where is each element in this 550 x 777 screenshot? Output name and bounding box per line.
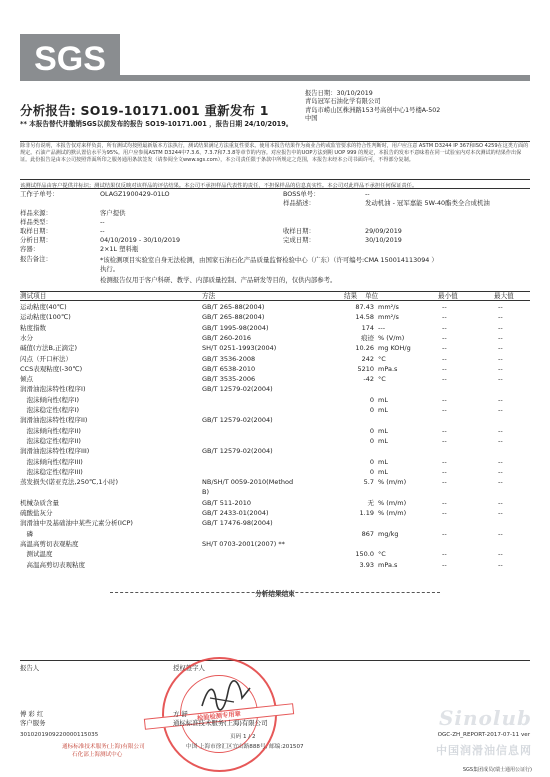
divider-disclaimer <box>20 179 530 180</box>
cell-unit: % (m/m) <box>378 498 407 507</box>
cell-item: 运动粘度(40℃) <box>20 303 67 311</box>
cell-method: GB/T 511-2010 <box>202 498 252 507</box>
cell-unit: mL <box>378 426 388 435</box>
table-row <box>20 405 530 415</box>
table-row <box>20 508 530 518</box>
receipt-date-label: 收样日期： <box>283 227 315 235</box>
cell-min: -- <box>442 467 447 476</box>
table-row <box>20 364 530 374</box>
cell-result: 3.93 <box>359 560 374 569</box>
cell-max: -- <box>498 395 503 404</box>
report-date: 30/10/2019 <box>336 90 373 97</box>
completion-date-label: 完成日期： <box>283 236 315 244</box>
company-address: 中国 上海市徐汇区宜山路888号, 邮编:201507 <box>186 744 304 750</box>
cell-result: 150.0 <box>355 550 374 559</box>
container: 2×1L 塑料瓶 <box>100 245 139 253</box>
sgs-logo-mark <box>27 41 113 75</box>
cell-min: -- <box>442 509 447 517</box>
cell-min: -- <box>442 436 447 445</box>
cell-method: GB/T 265-88(2004) <box>202 303 265 311</box>
table-row <box>20 457 530 467</box>
table-row <box>20 446 530 456</box>
table-row <box>20 343 530 353</box>
cell-min: -- <box>442 313 447 322</box>
sample-source: 客户提供 <box>100 209 126 217</box>
cell-unit: % (m/m) <box>378 509 407 517</box>
signer-name: 方 舒 <box>173 710 188 718</box>
cell-max: -- <box>498 426 503 435</box>
remark-2: 检测报告仅用于客户科研、教学、内部质量控制、产品研发等目的，仅供内部参考。 <box>100 276 337 284</box>
table-row <box>20 560 530 570</box>
analysis-date: 04/10/2019 - 30/10/2019 <box>100 236 181 244</box>
boss-label: BOSS单号： <box>283 190 320 198</box>
cell-max: -- <box>498 375 503 384</box>
cell-item: 水分 <box>20 333 33 342</box>
cell-unit: mm²/s <box>378 313 399 322</box>
info-row-sampling <box>20 227 530 236</box>
cell-result: 0 <box>369 426 374 435</box>
sampling-date: -- <box>100 227 105 235</box>
cell-result: 14.58 <box>355 313 374 322</box>
cell-result: 0 <box>369 395 374 404</box>
cell-method: GB/T 3536-2008 <box>202 354 256 363</box>
cell-unit: mPa.s <box>378 364 398 373</box>
cell-item: 润滑油中及基础油中某些元素分析(ICP) <box>20 519 133 528</box>
cell-method: GB/T 12579-02(2004) <box>202 416 273 425</box>
cell-max: -- <box>498 303 503 311</box>
cell-method: SH/T 0703-2001(2007) ** <box>202 539 285 548</box>
table-row <box>20 384 530 394</box>
cell-max: -- <box>498 313 503 322</box>
signer-company: 通标标准技术服务(上海)有限公司 <box>173 719 268 727</box>
cell-item: 高温高剪切表观粘度 <box>20 560 85 569</box>
cell-item: 闪点（开口杯法） <box>20 354 72 363</box>
info-row-source <box>20 209 530 218</box>
cell-max: -- <box>498 560 503 569</box>
cell-result: 867 <box>361 529 374 538</box>
cell-max: -- <box>498 550 503 559</box>
table-header <box>20 291 530 301</box>
cell-max: -- <box>498 344 503 353</box>
end-of-results-text: 分析结果结束 <box>255 590 295 598</box>
cell-result: 0 <box>369 457 374 466</box>
remark-1: *该检测项目实验室自身无法检测，由国家石油石化产品质量监督检验中心（广东）（许可编号:CMA 150014113094 ）执行。 <box>100 256 438 273</box>
remarks-label: 报告备注： <box>20 255 52 263</box>
cell-min: -- <box>442 364 447 373</box>
table-row <box>20 529 530 539</box>
client-name: 青岛冠军石油化学有限公司 <box>305 98 381 106</box>
cell-item: 磷 <box>20 529 33 538</box>
col-max: 最大值 <box>494 292 514 300</box>
cell-max: -- <box>498 406 503 414</box>
cell-result: -42 <box>363 375 374 384</box>
signature-scribble <box>196 676 256 716</box>
info-row-desc <box>20 199 530 208</box>
cell-method: SH/T 0251-1993(2004) <box>202 344 277 353</box>
cell-unit: mg KOH/g <box>378 344 411 353</box>
cell-item: 硫酸盐灰分 <box>20 509 53 517</box>
table-row <box>20 374 530 384</box>
info-row-container <box>20 245 530 254</box>
client-address: 青岛市崂山区株洲路153号高创中心1号楼A-502 <box>305 106 441 114</box>
cell-method: GB/T 12579-02(2004) <box>202 447 273 456</box>
col-result: 结果 <box>344 292 358 300</box>
cell-max: -- <box>498 354 503 363</box>
cell-method: GB/T 12579-02(2004) <box>202 385 273 394</box>
sgs-logo <box>20 34 120 81</box>
stamp-text: 检验检测专用章 <box>144 703 294 730</box>
cell-min: -- <box>442 395 447 404</box>
divider-footer <box>20 660 530 661</box>
cell-result: 痕迹 <box>361 333 374 342</box>
company-left-1: 通标标准技术服务(上海)有限公司 <box>62 744 145 750</box>
table-row <box>20 354 530 364</box>
cell-method: B) <box>202 488 209 497</box>
table-row <box>20 436 530 446</box>
cell-result: 5210 <box>357 364 374 373</box>
cell-item: 碱值(方法B,正滴定) <box>20 344 78 353</box>
work-no: OLAGZ1900429-01LO <box>100 190 170 198</box>
client-block <box>305 90 535 124</box>
sample-note: 该测试样品由客户提供并标识；测试结果仅反映对该样品的评估结果。本公司不承担样品代表性的责任，不担保样品的信息真实性。本公司对此样品不承担任何保证责任。 <box>20 183 418 189</box>
cell-method: GB/T 1995-98(2004) <box>202 323 269 332</box>
info-row-type <box>20 218 530 227</box>
receipt-date: 29/09/2019 <box>365 227 402 235</box>
cell-result: 无 <box>367 498 374 507</box>
cell-max: -- <box>498 509 503 517</box>
cell-method: GB/T 2433-01(2004) <box>202 509 269 517</box>
table-row <box>20 498 530 508</box>
cell-unit: mL <box>378 436 388 445</box>
cell-min: -- <box>442 323 447 332</box>
cell-min: -- <box>442 529 447 538</box>
cell-max: -- <box>498 467 503 476</box>
cell-item: 润滑油泡沫特性(程序I) <box>20 385 86 394</box>
cell-result: 87.43 <box>355 303 374 311</box>
cell-item: 泡沫倾向性(程序I) <box>20 395 79 404</box>
page-number: 页码 1 / 2 <box>230 734 256 740</box>
divider-sample-note <box>20 188 530 189</box>
watermark-logo: Sinolub <box>438 706 532 730</box>
table-row <box>20 415 530 425</box>
container-label: 容器： <box>20 245 40 253</box>
cell-item: 测试温度 <box>20 550 53 559</box>
table-row <box>20 549 530 559</box>
watermark-text: 中国润滑油信息网 <box>436 744 532 757</box>
cell-unit: °C <box>378 354 386 363</box>
disclaimer: 除非另有说明，本报告仅对来样负责，所有测试均按照最新版本方法执行，测试结果满足方法重复性要求。使用本报告结果作为商业合约或监管要求的符合性判断时，用户应注意 ASTM D3244 IP 367和ISO 4259在这类方面的规定。石油产品测试的默认置信水平为95%。用户应参阅ASTM D3244中7.3.6、7.3.7和7.3.8等章节的内容。对应报告中的UOP方法到期 UOP 999 的规定，本报告的发布不意味着在同一试验室内对本次测试的结果作出保证。此份报告是由本公司按照背面所印之服务通用条款签发（请参阅全文www.sgs.com），本公司责任限于条款中所规定之范围，本报告未经本公司书面许可，不得部分复制。 <box>20 143 529 163</box>
cell-unit: mL <box>378 457 388 466</box>
cell-item: 泡沫稳定性(程序I) <box>20 406 79 414</box>
report-title: 分析报告: SO19-10171.001 重新发布 1 <box>20 103 269 118</box>
table-row <box>20 477 530 487</box>
table-row <box>20 467 530 477</box>
table-row <box>20 518 530 528</box>
cell-method: GB/T 17476-98(2004) <box>202 519 273 528</box>
table-row <box>20 426 530 436</box>
cell-min: -- <box>442 426 447 435</box>
cell-max: -- <box>498 333 503 342</box>
sample-desc: 发动机油 - 冠军嘉能 5W-40酯类全合成机油 <box>365 199 490 207</box>
cell-result: 10.26 <box>355 344 374 353</box>
report-code: 3010201909220000115035 <box>20 732 99 738</box>
cell-item: 润滑油泡沫特性(程序III) <box>20 447 90 456</box>
cell-unit: --- <box>378 323 386 332</box>
client-country: 中国 <box>305 115 318 123</box>
cell-result: 174 <box>361 323 374 332</box>
cell-unit: mg/kg <box>378 529 399 538</box>
cell-result: 0 <box>369 467 374 476</box>
table-row <box>20 333 530 343</box>
cell-result: 1.19 <box>359 509 374 517</box>
report-date-label: 报告日期： <box>305 90 337 97</box>
cell-unit: °C <box>378 550 386 559</box>
col-item: 测试项目 <box>20 292 47 300</box>
client-service-label: 客户服务 <box>20 719 46 727</box>
sampling-date-label: 取样日期： <box>20 227 52 235</box>
cell-min: -- <box>442 375 447 384</box>
cell-unit: mL <box>378 395 388 404</box>
info-row-work <box>20 190 530 199</box>
sample-source-label: 样品来源： <box>20 209 52 217</box>
cell-item: 泡沫倾向性(程序III) <box>20 457 83 466</box>
divider-top <box>20 141 530 142</box>
logo-bar <box>120 75 530 81</box>
sample-desc-label: 样品描述： <box>283 199 315 207</box>
boss-value: -- <box>365 190 370 198</box>
cell-result: 0 <box>369 436 374 445</box>
signer-label: 授权签字人 <box>173 664 205 672</box>
cell-item: 机械杂质含量 <box>20 498 59 507</box>
col-unit: 单位 <box>365 292 379 300</box>
cell-item: 泡沫稳定性(程序II) <box>20 436 81 445</box>
reporter-label: 报告人 <box>20 664 40 672</box>
cell-result: 242 <box>361 354 374 363</box>
cell-min: -- <box>442 344 447 353</box>
group-footnote: SGS集团成员(瑞士通用公证行) <box>462 767 532 773</box>
cell-unit: % (m/m) <box>378 478 407 487</box>
cell-unit: mL <box>378 406 388 414</box>
cell-max: -- <box>498 436 503 445</box>
cell-unit: mPa.s <box>378 560 398 569</box>
doc-code: OGC-ZH_REPORT-2017-07-11 ver <box>437 732 530 738</box>
company-left-2: 石化部上海测试中心 <box>72 752 123 758</box>
cell-result: 5.7 <box>363 478 374 487</box>
replace-note: ** 本报告替代并撤销SGS以前发布的报告 SO19-10171.001 ，报告日期 24/10/2019。 <box>20 120 293 128</box>
cell-max: -- <box>498 498 503 507</box>
cell-unit: °C <box>378 375 386 384</box>
cell-min: -- <box>442 457 447 466</box>
sgs-logo-text: SGS <box>34 40 106 75</box>
cell-min: -- <box>442 354 447 363</box>
cell-item: 运动粘度(100℃) <box>20 313 71 322</box>
work-no-label: 工作子单号： <box>20 190 59 198</box>
cell-item: 高温高剪切表观粘度 <box>20 539 79 548</box>
cell-min: -- <box>442 498 447 507</box>
cell-result: 0 <box>369 406 374 414</box>
cell-method: GB/T 265-88(2004) <box>202 313 265 322</box>
table-row <box>20 323 530 333</box>
table-row <box>20 487 530 497</box>
cell-method: NB/SH/T 0059-2010(Method <box>202 478 294 487</box>
cell-min: -- <box>442 478 447 487</box>
col-min: 最小值 <box>438 292 458 300</box>
cell-max: -- <box>498 478 503 487</box>
cell-item: CCS表观粘度(-30℃) <box>20 364 83 373</box>
cell-min: -- <box>442 560 447 569</box>
cell-item: 泡沫倾向性(程序II) <box>20 426 81 435</box>
cell-max: -- <box>498 529 503 538</box>
cell-method: GB/T 3535-2006 <box>202 375 256 384</box>
cell-item: 润滑油泡沫特性(程序II) <box>20 416 88 425</box>
cell-item: 倾点 <box>20 375 33 384</box>
analysis-date-label: 分析日期： <box>20 236 52 244</box>
table-row <box>20 312 530 322</box>
info-row-analysis <box>20 236 530 245</box>
cell-unit: % (V/m) <box>378 333 405 342</box>
cell-min: -- <box>442 303 447 311</box>
table-row <box>20 302 530 312</box>
cell-max: -- <box>498 323 503 332</box>
cell-item: 粘度指数 <box>20 323 46 332</box>
end-of-results <box>20 588 530 598</box>
completion-date: 30/10/2019 <box>365 236 402 244</box>
cell-method: GB/T 6538-2010 <box>202 364 256 373</box>
cell-max: -- <box>498 364 503 373</box>
cell-min: -- <box>442 550 447 559</box>
table-row <box>20 395 530 405</box>
cell-item: 蒸发损失(诺亚克法,250℃,1小时) <box>20 478 119 487</box>
cell-item: 泡沫稳定性(程序III) <box>20 467 83 476</box>
cell-method: GB/T 260-2016 <box>202 333 252 342</box>
table-row <box>20 539 530 549</box>
reporter-name: 傅 彩 红 <box>20 710 44 718</box>
cell-unit: mm²/s <box>378 303 399 311</box>
cell-max: -- <box>498 457 503 466</box>
col-method: 方法 <box>202 292 216 300</box>
cell-unit: mL <box>378 467 388 476</box>
sample-type-label: 样品类型： <box>20 218 52 226</box>
sample-type: -- <box>100 218 105 226</box>
cell-min: -- <box>442 406 447 414</box>
cell-min: -- <box>442 333 447 342</box>
